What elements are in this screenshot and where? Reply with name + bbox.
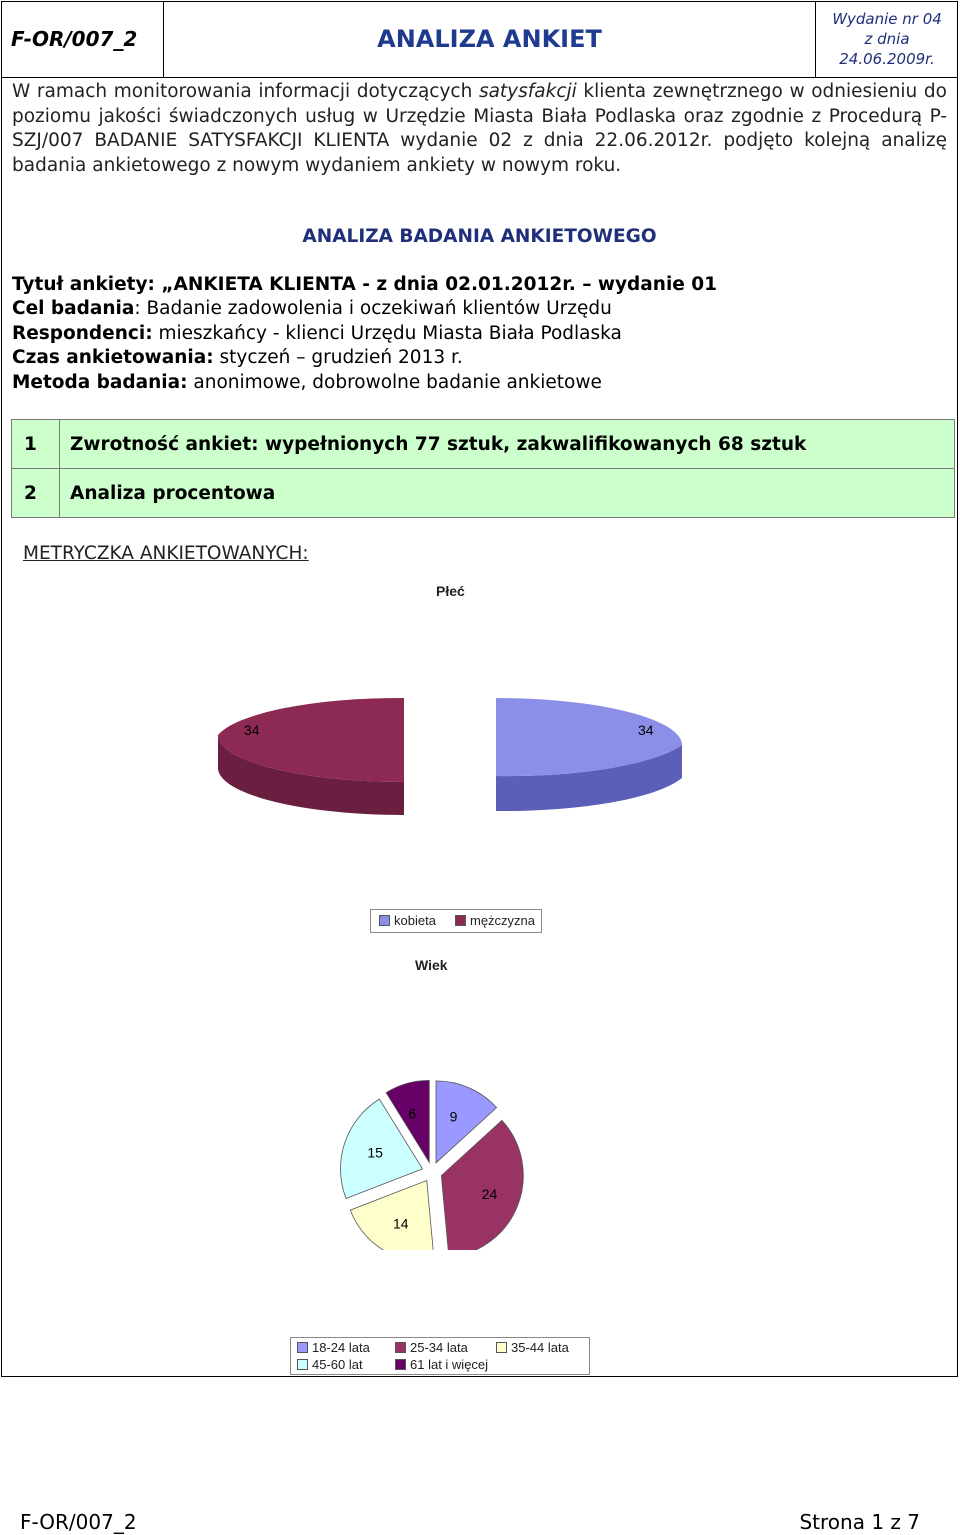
age-legend: [290, 1337, 590, 1375]
survey-respondents: Respondenci: mieszkańcy - klienci Urzędu Miasta Biała Podlaska: [12, 322, 622, 344]
intro-paragraph: [12, 80, 947, 178]
edition-from: z dnia: [864, 30, 910, 48]
row-text: Zwrotność ankiet: wypełnionych 77 sztuk, zakwalifikowanych 68 sztuk: [60, 420, 955, 469]
intro-italic: satysfakcji: [478, 81, 577, 102]
metryczka-heading: METRYCZKA ANKIETOWANYCH:: [23, 543, 309, 564]
row-number: 1: [12, 420, 60, 469]
gender-label-male: 34: [244, 722, 260, 738]
survey-time: Czas ankietowania: styczeń – grudzień 2013 r.: [12, 347, 463, 369]
page-number: Strona 1 z 7: [799, 1510, 920, 1534]
table-row: [12, 469, 955, 518]
document-title: ANALIZA ANKIET: [164, 1, 816, 77]
edition-date: 24.06.2009r.: [839, 50, 935, 68]
legend-swatch: [395, 1342, 406, 1353]
age-value-label: 9: [449, 1108, 458, 1125]
legend-swatch: [496, 1342, 507, 1353]
table-row: [12, 420, 955, 469]
row-text: Analiza procentowa: [60, 469, 955, 518]
legend-item: 45-60 lat: [297, 1357, 363, 1372]
legend-swatch: [297, 1342, 308, 1353]
gender-chart-title: Płeć: [436, 583, 465, 599]
legend-swatch: [379, 915, 390, 926]
survey-goal: Cel badania: Badanie zadowolenia i oczekiwań klientów Urzędu: [12, 298, 612, 320]
form-code: F-OR/007_2: [1, 1, 164, 77]
legend-swatch: [455, 915, 466, 926]
survey-meta: [12, 273, 947, 395]
gender-legend: [370, 909, 542, 933]
edition-number: Wydanie nr 04: [832, 10, 942, 28]
intro-text-1: W ramach monitorowania informacji dotyczących: [12, 81, 479, 102]
legend-item: 61 lat i więcej: [395, 1357, 488, 1372]
age-value-label: 15: [367, 1144, 383, 1161]
survey-title: Tytuł ankiety: „ANKIETA KLIENTA - z dnia 02.01.2012r. – wydanie 01: [12, 274, 718, 295]
summary-table: [11, 419, 955, 518]
gender-label-female: 34: [638, 722, 654, 738]
age-value-label: 6: [408, 1105, 417, 1122]
gender-pie-chart: [200, 680, 700, 830]
legend-item: kobieta: [379, 913, 436, 928]
legend-item: mężczyzna: [455, 913, 535, 928]
footer-code: F-OR/007_2: [20, 1510, 137, 1534]
legend-item: 25-34 lata: [395, 1340, 468, 1355]
legend-swatch: [395, 1359, 406, 1370]
legend-item: 18-24 lata: [297, 1340, 370, 1355]
age-value-label: 14: [392, 1215, 409, 1232]
age-pie-chart: [320, 1070, 540, 1250]
survey-method: Metoda badania: anonimowe, dobrowolne badanie ankietowe: [12, 371, 602, 393]
intro-text-2: klienta zewnętrznego w odniesieniu do poziomu jakości świadczonych usług w Urzędzie Miasta Biała Podlaska oraz zgodnie z Procedurą P-SZJ/007 BADANIE SATYSFAKCJI KLIENTA wydanie 02 z dnia 22.06.2012r. podjęto kolejną analizę badania ankietowego z nowym wydaniem ankiety w nowym roku.: [12, 81, 947, 176]
legend-swatch: [297, 1359, 308, 1370]
edition-info: [816, 1, 958, 77]
age-value-label: 24: [481, 1185, 498, 1202]
legend-item: 35-44 lata: [496, 1340, 569, 1355]
document-header: [1, 1, 958, 78]
row-number: 2: [12, 469, 60, 518]
section-title: ANALIZA BADANIA ANKIETOWEGO: [302, 226, 657, 247]
age-chart-title: Wiek: [415, 957, 448, 973]
